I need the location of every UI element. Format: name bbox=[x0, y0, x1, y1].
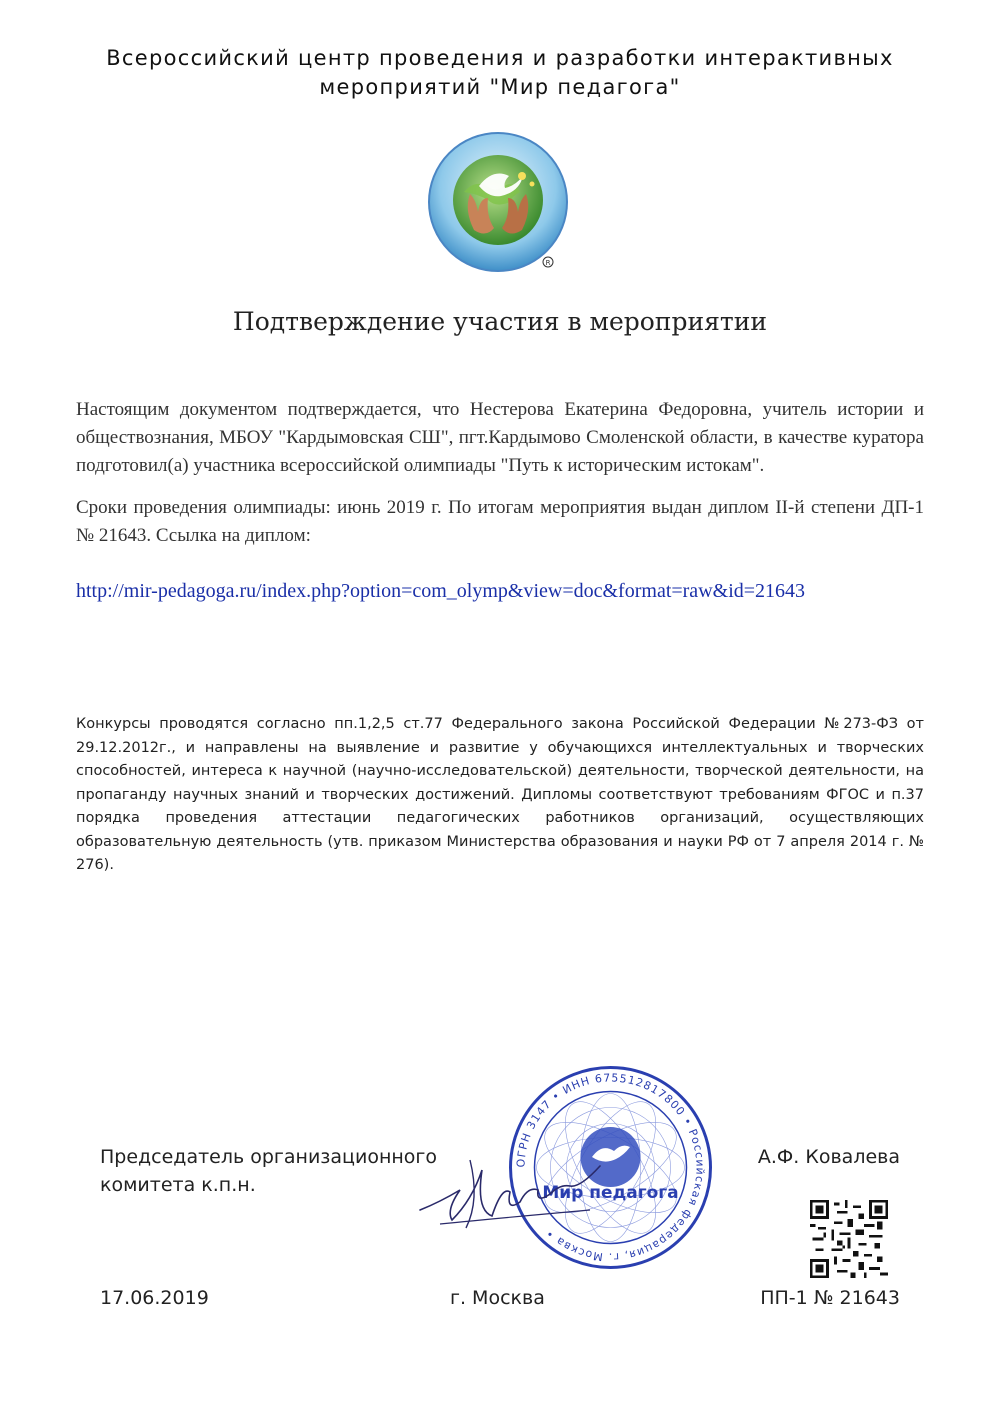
signatory-role-line1: Председатель организационного bbox=[100, 1146, 438, 1168]
svg-text:R: R bbox=[545, 259, 551, 267]
event-dates-paragraph: Сроки проведения олимпиады: июнь 2019 г. По итогам мероприятия выдан диплом II-й степени ДП-1 № 21643. Ссылка на диплом: bbox=[76, 497, 924, 546]
handwritten-signature bbox=[410, 1140, 630, 1235]
organization-header bbox=[60, 44, 940, 102]
globe-dove-hands-logo-icon bbox=[424, 130, 574, 275]
diploma-link[interactable]: http://mir-pedagoga.ru/index.php?option=com_olymp&view=doc&format=raw&id=21643 bbox=[76, 580, 806, 602]
seal-inner-text: Мир педагога bbox=[542, 1183, 679, 1203]
confirmation-paragraph: Настоящим документом подтверждается, что Нестерова Екатерина Федоровна, учитель истории и обществознания, МБОУ "Кардымовская СШ", пгт.Кардымово Смоленской области, в качестве куратора подготовил(а) участника всероссийской олимпиады "Путь к историческим истокам". bbox=[76, 399, 924, 476]
organization-name-line2: мероприятий "Мир педагога" bbox=[319, 75, 681, 99]
qr-code-icon bbox=[810, 1200, 888, 1278]
document-city: г. Москва bbox=[450, 1287, 545, 1309]
signatory-role-line2: комитета к.п.н. bbox=[100, 1174, 256, 1196]
document-title: Подтверждение участия в мероприятии bbox=[232, 307, 768, 336]
organization-name-line1: Всероссийский центр проведения и разработки интерактивных bbox=[106, 46, 894, 70]
document-date: 17.06.2019 bbox=[100, 1287, 209, 1309]
document-number: ПП-1 № 21643 bbox=[760, 1287, 900, 1309]
seal-ring-text: ОГРН 3147 • ИНН 675512817800 • Российская федерация, г. Москва • bbox=[514, 1071, 707, 1264]
signatory-name: А.Ф. Ковалева bbox=[757, 1146, 900, 1168]
legal-notice-paragraph: Конкурсы проводятся согласно пп.1,2,5 ст.77 Федерального закона Российской Федерации №273-ФЗ от 29.12.2012г., и направлены на выявление и развитие у обучающихся интеллектуальных и творческих способностей, интереса к научной (научно-исследовательской) деятельности, творческой деятельности, на пропаганду научных знаний и творческих достижений. Дипломы соответствуют требованиям ФГОС и п.37 порядка проведения аттестации педагогических работников организаций, осуществляющих образовательную деятельность (утв. приказом Министерства образования и науки РФ от 7 апреля 2014 г. № 276). bbox=[76, 716, 924, 873]
